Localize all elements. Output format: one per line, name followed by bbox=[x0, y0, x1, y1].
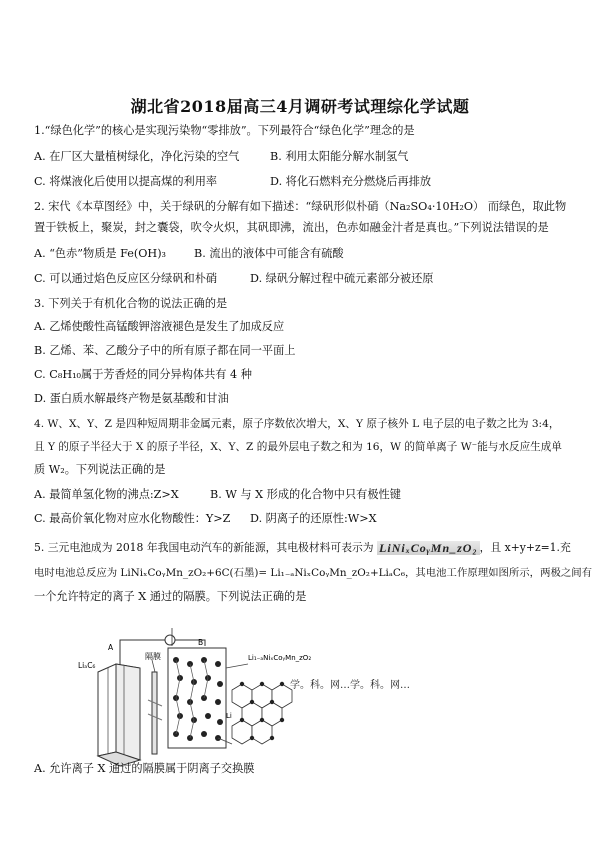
q5-stem-line3: 一个允许特定的离子 X 通过的隔膜。下列说法正确的是 bbox=[34, 590, 307, 603]
terminal-b-label: B bbox=[198, 638, 204, 647]
q3-option-c: C. C₈H₁₀属于芳香烃的同分异构体共有 4 种 bbox=[34, 368, 252, 381]
left-electrode-label: LiₐC₆ bbox=[78, 661, 96, 670]
q5-stem-line1-text: 5. 三元电池成为 2018 年我国电动汽车的新能源，其电极材料可表示为 bbox=[34, 541, 374, 554]
q5-stem-line2: 电时电池总反应为 LiNiₓCoᵧMn_zO₂+6C(石墨)= Li₁₋ₐNiₓCoᵧMn_zO₂+LiₐC₆，其电池工作原理如图所示，两极之间有 bbox=[34, 567, 593, 579]
q2-stem-line1-text: 2. 宋代《本草图经》中，关于绿矾的分解有如下描述：“绿矾形似朴硝（ bbox=[34, 200, 390, 213]
membrane-label: 隔膜 bbox=[145, 652, 161, 661]
q1-option-d: D. 将化石燃料充分燃烧后再排放 bbox=[270, 175, 432, 188]
q2-formula-mirabilite: Na₂SO₄·10H₂O） bbox=[389, 200, 485, 213]
q2-option-d: D. 绿矾分解过程中硫元素部分被还原 bbox=[250, 272, 434, 285]
q3-option-a: A. 乙烯使酸性高锰酸钾溶液褪色是发生了加成反应 bbox=[34, 320, 285, 333]
left-electrode-prism bbox=[98, 664, 140, 766]
graphite-honeycomb bbox=[232, 684, 292, 744]
q2-option-b: B. 流出的液体中可能含有硫酸 bbox=[194, 247, 344, 260]
watermark-text: 学。科。网…学。科。网… bbox=[290, 680, 410, 691]
q4-stem-line2: 且 Y 的原子半径大于 X 的原子半径，X、Y、Z 的最外层电子数之和为 16，W 的简单离子 W⁻能与水反应生成单 bbox=[34, 441, 562, 453]
li-ion-label: Li bbox=[226, 712, 232, 720]
q2-option-c: C. 可以通过焰色反应区分绿矾和朴硝 bbox=[34, 272, 218, 285]
right-electrode-lattice bbox=[168, 648, 226, 748]
terminal-a-label: A bbox=[108, 643, 114, 652]
page-title: 湖北省2018届高三4月调研考试理综化学试题 bbox=[130, 97, 470, 116]
q5-option-a: A. 允许离子 X 通过的隔膜属于阴离子交换膜 bbox=[34, 762, 255, 775]
q1-option-b: B. 利用太阳能分解水制氢气 bbox=[270, 150, 409, 163]
q5-electrode-formula: LiNiₓCoᵧMn_zO₂ bbox=[379, 541, 478, 555]
right-electrode-label: Li₁₋ₐNiₓCoᵧMn_zO₂ bbox=[248, 654, 312, 662]
membrane bbox=[148, 672, 162, 754]
q3-option-d: D. 蛋白质水解最终产物是氨基酸和甘油 bbox=[34, 392, 229, 405]
q1-option-c: C. 将煤液化后使用以提高煤的利用率 bbox=[34, 175, 218, 188]
q2-stem-line1-tail: 而绿色，取此物 bbox=[487, 200, 567, 213]
q1-option-a: A. 在厂区大量植树绿化，净化污染的空气 bbox=[34, 150, 240, 163]
q4-stem-line1: 4. W、X、Y、Z 是四种短周期非金属元素，原子序数依次增大，X、Y 原子核外 L 电子层的电子数之比为 3:4， bbox=[34, 418, 560, 430]
q4-option-d: D. 阴离子的还原性:W>X bbox=[250, 512, 377, 525]
q2-stem-line2: 置于铁板上，聚炭，封之囊袋，吹令火炽，其矾即沸，流出，色赤如融金汁者是真也。”下列说法错误的是 bbox=[34, 221, 549, 234]
q4-option-c: C. 最高价氧化物对应水化物酸性：Y>Z bbox=[34, 512, 231, 525]
bulb-icon bbox=[165, 635, 175, 645]
q2-option-a: A. “色赤”物质是 Fe(OH)₃ bbox=[34, 247, 167, 260]
q4-option-b: B. W 与 X 形成的化合物中只有极性键 bbox=[210, 488, 401, 501]
q5-stem-line1-tail: ，且 x+y+z=1.充 bbox=[479, 541, 571, 554]
q3-option-b: B. 乙烯、苯、乙酸分子中的所有原子都在同一平面上 bbox=[34, 344, 296, 357]
q1-stem: 1.“绿色化学”的核心是实现污染物“零排放”。下列最符合“绿色化学”理念的是 bbox=[34, 124, 415, 137]
q4-stem-line3: 质 W₂。下列说法正确的是 bbox=[34, 463, 166, 476]
q3-stem: 3. 下列关于有机化合物的说法正确的是 bbox=[34, 297, 228, 310]
q4-option-a: A. 最简单氢化物的沸点:Z>X bbox=[34, 488, 179, 501]
